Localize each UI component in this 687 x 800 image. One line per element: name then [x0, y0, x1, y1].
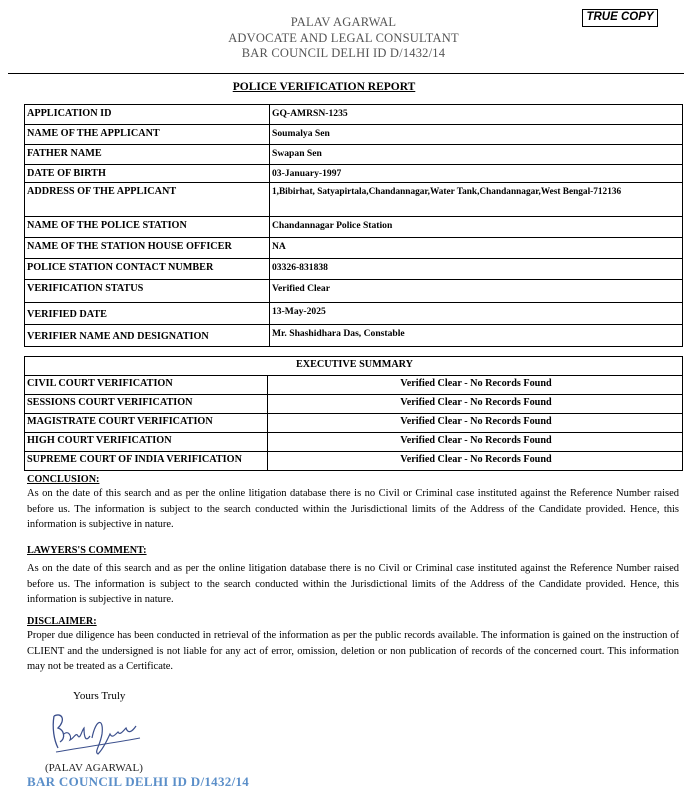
row-value: Swapan Sen — [270, 145, 683, 165]
table-row — [25, 238, 683, 259]
row-label: NAME OF THE STATION HOUSE OFFICER — [25, 238, 270, 259]
signatory-name: (PALAV AGARWAL) — [45, 762, 143, 774]
table-row — [25, 303, 683, 325]
table-row — [25, 433, 683, 452]
table-row — [25, 125, 683, 145]
row-label: DATE OF BIRTH — [25, 165, 270, 183]
row-label: NAME OF THE POLICE STATION — [25, 217, 270, 238]
table-row — [25, 376, 683, 395]
table-row — [25, 452, 683, 471]
row-value: GQ-AMRSN-1235 — [270, 105, 683, 125]
row-label: VERIFIED DATE — [25, 303, 270, 325]
row-value: Soumalya Sen — [270, 125, 683, 145]
row-value: NA — [270, 238, 683, 259]
lawyers-comment-section — [27, 545, 679, 608]
table-row — [25, 183, 683, 217]
court-label: SUPREME COURT OF INDIA VERIFICATION — [25, 452, 268, 471]
signature-image — [48, 708, 144, 758]
court-result: Verified Clear - No Records Found — [268, 395, 683, 414]
conclusion-text: As on the date of this search and as per the online litigation database there is no Civil or Criminal case instituted against the Reference Number raised before us. The information is subject to the search conducted within the Jurisdictional limits of the Address of the Candidate provided. Hence, this information is subjective in nature. — [27, 488, 679, 530]
table-row — [25, 105, 683, 125]
lawyers-comment-text: As on the date of this search and as per the online litigation database there is no Civil or Criminal case instituted against the Reference Number raised before us. The information is subject to the search conducted within the Jurisdictional limits of the Address of the Candidate provided. Hence, this information is subjective in nature. — [27, 563, 679, 605]
court-label: HIGH COURT VERIFICATION — [25, 433, 268, 452]
court-label: CIVIL COURT VERIFICATION — [25, 376, 268, 395]
table-row — [25, 325, 683, 347]
conclusion-title: CONCLUSION: — [27, 474, 100, 485]
applicant-details-table — [24, 104, 683, 347]
court-result: Verified Clear - No Records Found — [268, 414, 683, 433]
court-label: SESSIONS COURT VERIFICATION — [25, 395, 268, 414]
row-label: NAME OF THE APPLICANT — [25, 125, 270, 145]
court-result: Verified Clear - No Records Found — [268, 452, 683, 471]
table-row — [25, 414, 683, 433]
row-value: Verified Clear — [270, 280, 683, 303]
table-row — [25, 395, 683, 414]
row-value: 03-January-1997 — [270, 165, 683, 183]
row-value: Chandannagar Police Station — [270, 217, 683, 238]
court-result: Verified Clear - No Records Found — [268, 376, 683, 395]
row-label: APPLICATION ID — [25, 105, 270, 125]
header-divider — [8, 73, 684, 74]
true-copy-stamp: TRUE COPY — [582, 9, 658, 27]
summary-heading: EXECUTIVE SUMMARY — [25, 357, 683, 376]
row-label: FATHER NAME — [25, 145, 270, 165]
executive-summary-table — [24, 356, 683, 471]
row-label: VERIFIER NAME AND DESIGNATION — [25, 325, 270, 347]
court-result: Verified Clear - No Records Found — [268, 433, 683, 452]
advocate-name: PALAV AGARWAL — [290, 15, 397, 29]
row-label: VERIFICATION STATUS — [25, 280, 270, 303]
row-label: POLICE STATION CONTACT NUMBER — [25, 259, 270, 280]
disclaimer-text: Proper due diligence has been conducted in retrieval of the information as per the public records available. The information is gained on the instruction of CLIENT and the undersigned is not liable for any act of error, omission, deletion or non publication of records of the concerned court. This information may not be treated as a Certificate. — [27, 630, 679, 672]
table-row — [25, 217, 683, 238]
advocate-role: ADVOCATE AND LEGAL CONSULTANT — [228, 30, 459, 45]
row-value: 1,Bibirhat, Satyapirtala,Chandannagar,Water Tank,Chandannagar,West Bengal-712136 — [270, 183, 683, 217]
lawyers-comment-title: LAWYERS'S COMMENT: — [27, 545, 147, 556]
summary-heading-row — [25, 357, 683, 376]
signatory-council-id: BAR COUNCIL DELHI ID D/1432/14 — [27, 774, 250, 789]
table-row — [25, 145, 683, 165]
row-label: ADDRESS OF THE APPLICANT — [25, 183, 270, 217]
disclaimer-section — [27, 616, 679, 675]
court-label: MAGISTRATE COURT VERIFICATION — [25, 414, 268, 433]
table-row — [25, 280, 683, 303]
table-row — [25, 259, 683, 280]
row-value: 03326-831838 — [270, 259, 683, 280]
row-value: Mr. Shashidhara Das, Constable — [270, 325, 683, 347]
disclaimer-title: DISCLAIMER: — [27, 616, 97, 627]
council-id: BAR COUNCIL DELHI ID D/1432/14 — [241, 46, 446, 60]
row-value: 13-May-2025 — [270, 303, 683, 325]
conclusion-section — [27, 474, 679, 533]
yours-truly: Yours Truly — [73, 690, 126, 702]
table-row — [25, 165, 683, 183]
letterhead — [0, 15, 687, 62]
report-title: POLICE VERIFICATION REPORT — [232, 81, 416, 93]
